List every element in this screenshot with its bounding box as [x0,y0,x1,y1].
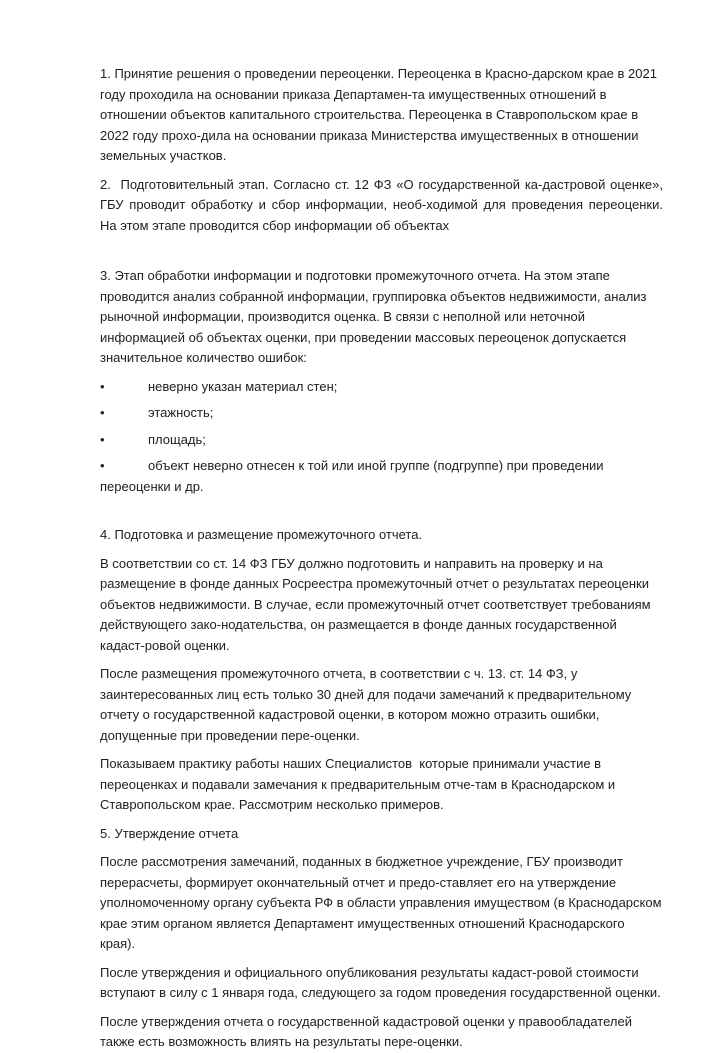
bullet-icon: • [100,431,105,447]
paragraph: 1. Принятие решения о проведении переоценки. Переоценка в Красно-дарском крае в 2021 году проходила на основании приказа Департамен-та имущественных отношений в отношении объектов капитального строительства. Переоценка в Ставропольском крае в 2022 году прохо-дила на основании приказа Министерства имущественных в отношении земельных участков. [100,66,661,163]
paragraph: После утверждения отчета о государственной кадастровой оценки у правообладателей также есть возможность влиять на результаты пере-оценки. [100,1013,636,1049]
bullet-text: неверно указан материал стен; [148,378,338,394]
bullet-item [100,430,663,451]
paragraph: После размещения промежуточного отчета, в соответствии с ч. 13. ст. 14 ФЗ, у заинтересованных лиц есть только 30 дней для подачи замечаний к предварительному отчету о государственной кадастровой оценки, в котором можно отразить ошибки, допущенные при проведении пере-оценки. [100,666,635,743]
bullet-text: объект неверно отнесен к той или иной группе (подгруппе) при проведении переоценки и др. [100,458,608,494]
bullet-icon: • [100,405,105,420]
paragraph-spacer [100,244,663,266]
paragraph: Показываем практику работы наших Специалистов которые принимали участие в переоценках и подавали замечания к предварительным отче-там в Краснодарском и Ставропольском крае. Рассмотрим несколько примеров. [100,756,619,812]
bullet-text: этажность; [148,405,214,420]
bullet-item [100,456,663,497]
paragraph: После рассмотрения замечаний, поданных в бюджетное учреждение, ГБУ производит перерасчеты, формирует окончательный отчет и предо-ставляет его на утверждение уполномоченному органу субъекта РФ в области управления имуществом (в Краснодарском крае этим органом является Департамент имущественных отношений Краснодарского края). [100,854,666,951]
paragraph: 4. Подготовка и размещение промежуточного отчета. [100,527,423,542]
paragraph: 2. Подготовительный этап. Согласно ст. 12 ФЗ «О государственной ка-дастровой оценке», ГБУ проводит обработку и сбор информации, необ-ходимой для проведения переоценки. На этом этапе проводится сбор информации об объектах [100,176,667,233]
paragraph: 5. Утверждение отчета [100,825,239,841]
bullet-icon: • [100,458,105,473]
paragraph: 3. Этап обработки информации и подготовки промежуточного отчета. На этом этапе проводится анализ собранной информации, группировка объектов недвижимости, анализ рыночной информации, производится оценка. В связи с неполной или неточной информацией об объектах оценки, при проведении массовых переоценок допускается значительное количество ошибок: [100,268,651,365]
bullet-icon: • [100,378,105,394]
paragraph-spacer [100,503,663,525]
bullet-item [100,403,663,424]
bullet-item [100,377,663,398]
bullet-text: площадь; [148,431,206,447]
paragraph: В соответствии со ст. 14 ФЗ ГБУ должно подготовить и направить на проверку и на размещение в фонде данных Росреестра промежуточный отчет о результатах переоценки объектов недвижимости. В случае, если промежуточный отчет соответствует требованиям действующего зако-нодательства, он размещается в фонде данных государственной кадаст-ровой оценки. [100,555,655,653]
paragraph: После утверждения и официального опубликования результаты кадаст-ровой стоимости вступают в силу с 1 января года, следующего за годом проведения государственной оценки. [100,964,661,1000]
